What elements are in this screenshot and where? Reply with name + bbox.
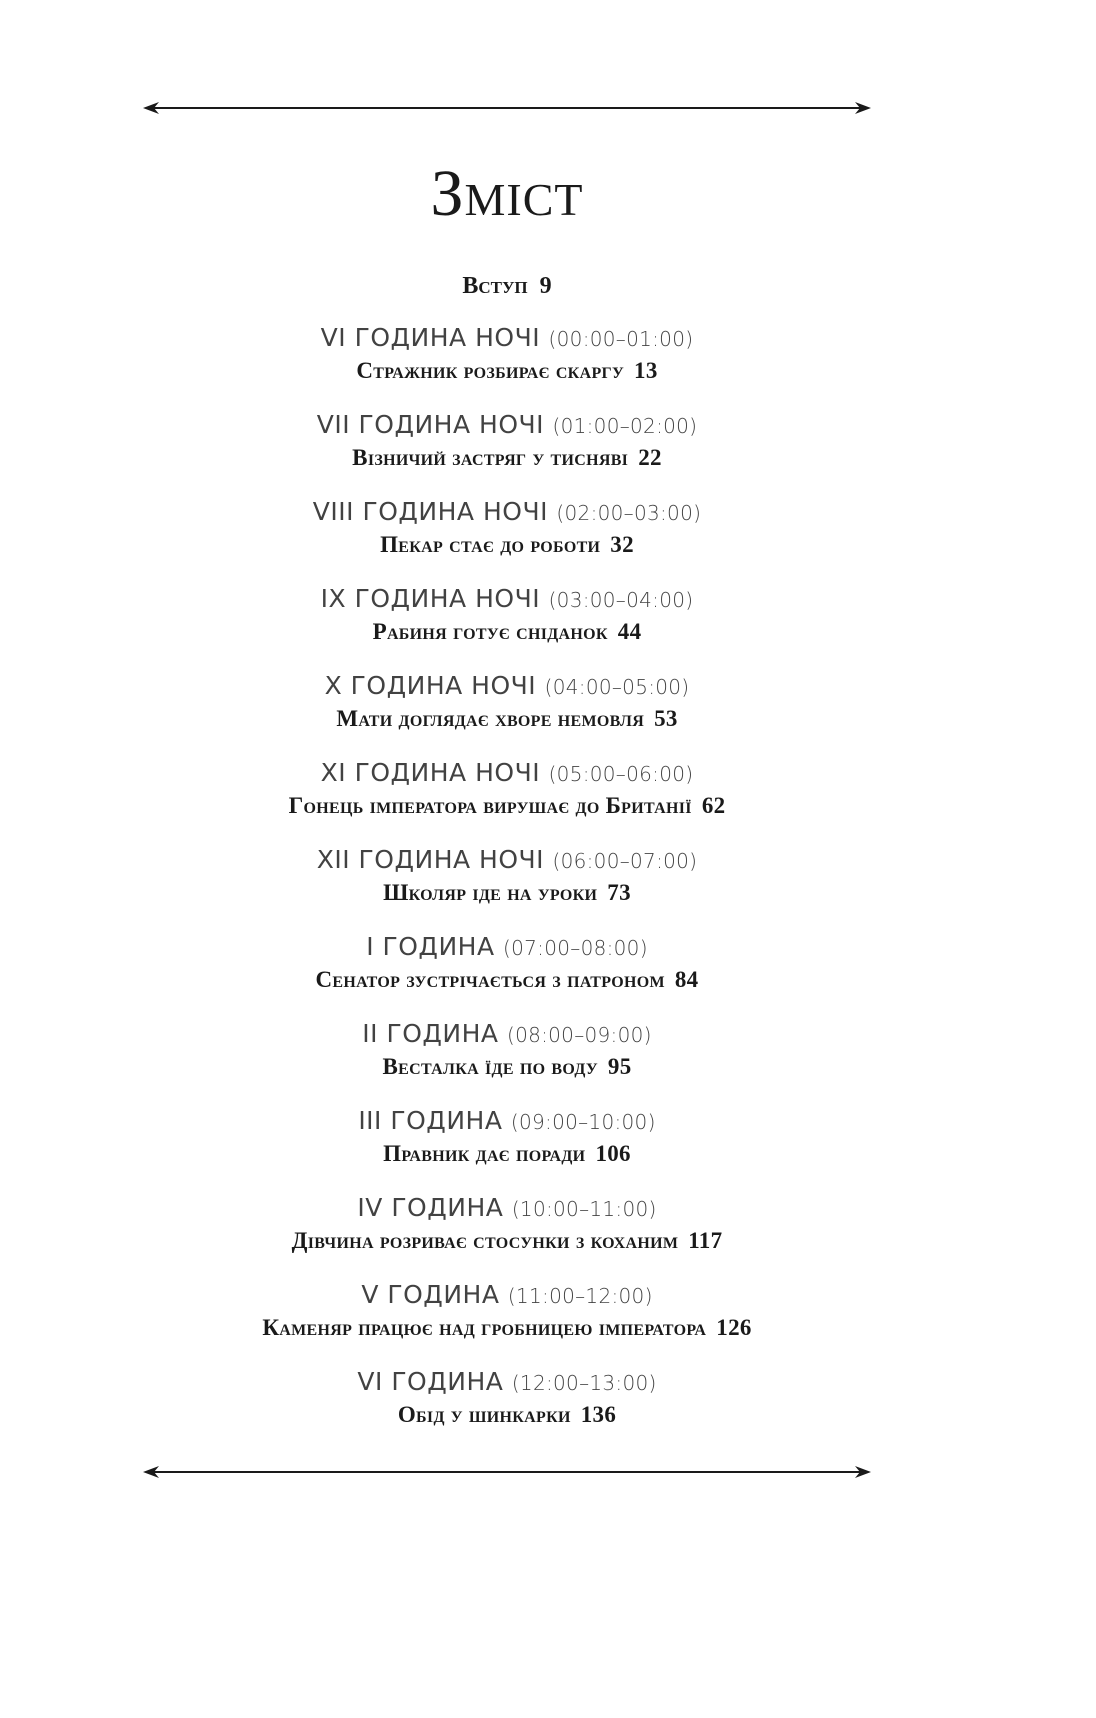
hour-time-range: (10:00–11:00) [511, 1197, 657, 1221]
hour-label: III ГОДИНА [358, 1106, 503, 1135]
toc-entry[interactable] [0, 1226, 1014, 1256]
hour-heading [0, 756, 1014, 791]
hour-label: IV ГОДИНА [357, 1193, 504, 1222]
page-title: Зміст [430, 157, 584, 230]
toc-page-number: 44 [617, 619, 642, 644]
hour-time-range: (04:00–05:00) [544, 675, 690, 699]
table-of-contents [0, 268, 1014, 1452]
toc-page-number: 9 [539, 273, 552, 299]
toc-entry-title: Пекар стає до роботи [380, 532, 601, 557]
toc-section [0, 321, 1014, 408]
toc-section [0, 669, 1014, 756]
hour-label: VI ГОДИНА НОЧІ [320, 323, 541, 352]
hour-label: IX ГОДИНА НОЧІ [320, 584, 541, 613]
toc-entry-intro[interactable] [0, 268, 1014, 304]
hour-label: XII ГОДИНА НОЧІ [316, 845, 545, 874]
toc-entry[interactable] [0, 356, 1014, 386]
toc-page-number: 117 [688, 1228, 723, 1253]
double-arrow-icon [143, 1465, 871, 1479]
top-arrow-rule [143, 101, 871, 115]
hour-time-range: (09:00–10:00) [510, 1110, 656, 1134]
hour-heading [0, 1365, 1014, 1400]
hour-time-range: (06:00–07:00) [552, 849, 698, 873]
toc-section [0, 756, 1014, 843]
toc-entry-title: Обід у шинкарки [397, 1402, 571, 1427]
toc-section [0, 930, 1014, 1017]
toc-entry-title: Школяр іде на уроки [383, 880, 598, 905]
toc-page-number: 136 [580, 1402, 617, 1427]
toc-entry-title: Візничий застряг у тисняві [352, 445, 629, 470]
toc-entry-title: Гонець імператора вирушає до Британії [288, 793, 692, 818]
hour-label: VII ГОДИНА НОЧІ [316, 410, 545, 439]
toc-entry-title: Весталка їде по воду [382, 1054, 598, 1079]
hour-label: VIII ГОДИНА НОЧІ [312, 497, 548, 526]
hour-time-range: (11:00–12:00) [507, 1284, 653, 1308]
hour-label: XI ГОДИНА НОЧІ [320, 758, 541, 787]
hour-heading [0, 1191, 1014, 1226]
hour-heading [0, 321, 1014, 356]
toc-section [0, 408, 1014, 495]
hour-time-range: (02:00–03:00) [556, 501, 702, 525]
double-arrow-icon [143, 101, 871, 115]
hour-heading [0, 1104, 1014, 1139]
hour-heading [0, 669, 1014, 704]
hour-label: VI ГОДИНА [357, 1367, 504, 1396]
toc-entry-title: Сенатор зустрічається з патроном [315, 967, 665, 992]
hour-label: V ГОДИНА [361, 1280, 500, 1309]
toc-page-number: 53 [654, 706, 678, 731]
toc-page-number: 62 [701, 793, 726, 818]
hour-time-range: (12:00–13:00) [511, 1371, 657, 1395]
hour-heading [0, 843, 1014, 878]
hour-heading [0, 930, 1014, 965]
toc-page-number: 84 [674, 967, 699, 992]
toc-entry[interactable] [0, 530, 1014, 560]
hour-time-range: (00:00–01:00) [548, 327, 694, 351]
toc-entry[interactable] [0, 1052, 1014, 1082]
hour-label: I ГОДИНА [366, 932, 495, 961]
toc-page-number: 32 [610, 532, 634, 557]
toc-page-number: 22 [638, 445, 662, 470]
toc-page-number: 126 [716, 1315, 752, 1340]
toc-section [0, 582, 1014, 669]
toc-entry[interactable] [0, 1139, 1014, 1169]
toc-entry[interactable] [0, 617, 1014, 647]
toc-page-number: 95 [607, 1054, 632, 1079]
toc-entry-title: Правник дає поради [383, 1141, 586, 1166]
hour-label: X ГОДИНА НОЧІ [324, 671, 537, 700]
hour-time-range: (03:00–04:00) [548, 588, 694, 612]
toc-entry[interactable] [0, 704, 1014, 734]
toc-section [0, 843, 1014, 930]
toc-entry-title: Рабиня готує сніданок [372, 619, 608, 644]
toc-entry-title: Дівчина розриває стосунки з коханим [291, 1228, 679, 1253]
hour-time-range: (08:00–09:00) [506, 1023, 652, 1047]
hour-heading [0, 495, 1014, 530]
toc-page-number: 73 [607, 880, 631, 905]
toc-entry[interactable] [0, 1313, 1014, 1343]
hour-time-range: (01:00–02:00) [552, 414, 698, 438]
hour-heading [0, 1017, 1014, 1052]
toc-entry-title: Стражник розбирає скаргу [356, 358, 625, 383]
toc-section [0, 1191, 1014, 1278]
toc-entry[interactable] [0, 965, 1014, 995]
toc-entry[interactable] [0, 443, 1014, 473]
toc-section [0, 1278, 1014, 1365]
toc-entry-title: Каменяр працює над гробницею імператора [262, 1315, 707, 1340]
toc-section [0, 1365, 1014, 1452]
toc-entry[interactable] [0, 1400, 1014, 1430]
hour-heading [0, 1278, 1014, 1313]
toc-entry-title: Мати доглядає хворе немовля [336, 706, 645, 731]
hour-heading [0, 408, 1014, 443]
hour-time-range: (05:00–06:00) [548, 762, 694, 786]
toc-page-number: 13 [634, 358, 658, 383]
toc-entry[interactable] [0, 878, 1014, 908]
hour-label: II ГОДИНА [362, 1019, 499, 1048]
toc-entry[interactable] [0, 791, 1014, 821]
toc-entry-title: Вступ [462, 273, 528, 299]
toc-section [0, 1104, 1014, 1191]
toc-page-number: 106 [595, 1141, 631, 1166]
hour-time-range: (07:00–08:00) [503, 936, 648, 960]
toc-section [0, 495, 1014, 582]
bottom-arrow-rule [143, 1465, 871, 1479]
hour-heading [0, 582, 1014, 617]
toc-section [0, 1017, 1014, 1104]
